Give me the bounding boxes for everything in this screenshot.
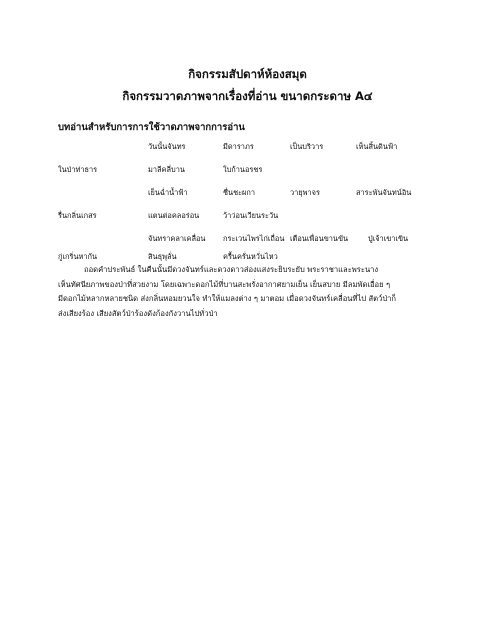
poem-word: กู่เกริ่นหากัน (58, 252, 98, 261)
poem-word: สินธุพุลั่น (148, 252, 177, 261)
poem-word: สาระพันจันทน์อิน (356, 188, 412, 197)
poem-word: มาลีคลี่บาน (148, 165, 185, 174)
page-title: กิจกรรมสัปดาห์ห้องสมุด (188, 67, 307, 81)
poem-word: รื่นกลิ่นเกสร (58, 211, 97, 220)
poem-word: เป็นบริวาร (290, 142, 324, 151)
poem-word: วายุพาจร (290, 188, 320, 197)
section-heading: บทอ่านสำหรับการการใช้วาดภาพจากการอ่าน (58, 122, 245, 133)
poem-word: ในป่าท่าธาร (58, 165, 98, 174)
poem-word: ปู่เจ้าเขาเขิน (368, 234, 409, 243)
paragraph-line: ถอดคำประพันธ์ ในคืนนั้นมีดวงจันทร์และดวงดาวส่องแสงระยิบระยับ พระราชาและพระนาง (84, 265, 379, 274)
poem-word: จันทราคลาเคลื่อน (148, 234, 206, 243)
poem-word: ว้าว่อนเวียนระวัน (223, 211, 279, 220)
poem-word: ครื้นครั่นหวั่นไหว (223, 252, 278, 261)
poem-word: เย็นฉ่ำน้ำฟ้า (148, 188, 188, 197)
poem-word: ใบก้านอรชร (223, 165, 263, 174)
paragraph-line: มีดอกไม้หลากหลายชนิด ส่งกลิ่นหอมยวนใจ ทำให้แมลงต่าง ๆ มาตอม เมื่อดวงจันทร์เคลื่อนที่ไป สัตว์ป่าก็ (58, 294, 397, 303)
paragraph-line: ส่งเสียงร้อง เสียงสัตว์ป่าร้องดังก้องกังวานไปทั่วป่า (58, 308, 218, 318)
poem-word: เห็นสิ้นดินฟ้า (356, 142, 398, 151)
poem-word: กระเวนไพรไก่เถื่อน (223, 234, 285, 243)
paragraph-line: เห็นทัศนียภาพของป่าที่สวยงาม โดยเฉพาะดอกไม้ที่บานสะพรั่งอากาศยามเย็น เย็นสบาย มีลมพัดเอื่อย ๆ (58, 279, 391, 289)
poem-word: เตือนเพื่อนขานขัน (290, 234, 349, 243)
translation-paragraph (58, 263, 443, 321)
poem-word: มีดาราภร (223, 142, 254, 151)
page-subtitle: กิจกรรมวาดภาพจากเรื่องที่อ่าน ขนาดกระดาษ A๔ (122, 89, 373, 103)
poem-word: วันนั้นจันทร (148, 142, 186, 151)
poem-word: แตนต่อคลอร่อน (148, 211, 200, 220)
poem-word: ชื่นชะผกา (223, 188, 256, 197)
